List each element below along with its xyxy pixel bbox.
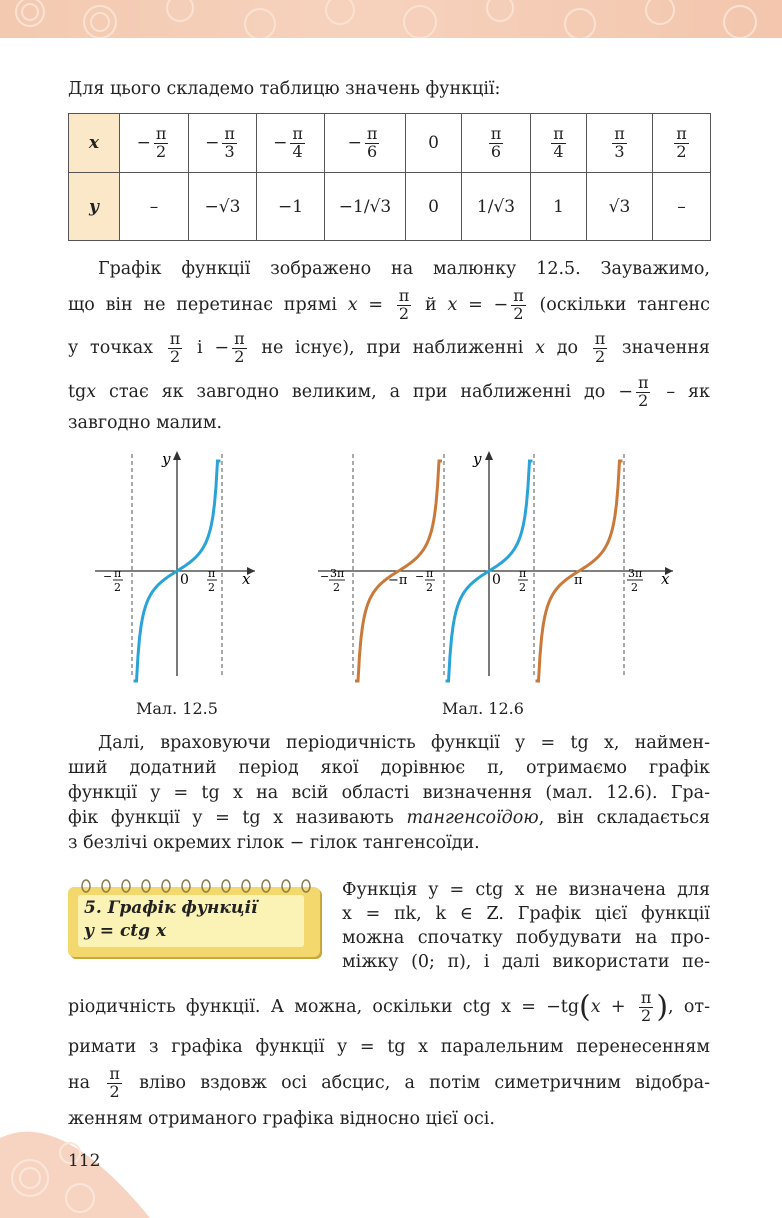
swirl-pattern-icon (0, 0, 782, 38)
para3-line1: Функція y = ctg x не визначена для (342, 880, 710, 900)
fig2-caption: Мал. 12.6 (442, 699, 524, 718)
table-row-x (69, 114, 711, 173)
para1-line2: що він не перетинає прямі x = $\frac{\pi}{2}$ й x = − $\frac{\pi}{2}$ (оскільки тангенс (68, 286, 710, 323)
origin-label: 0 (492, 572, 501, 588)
notebook-rings-icon (78, 878, 318, 894)
y-axis-label: y (473, 450, 482, 468)
para2-line2: ший додатний період якої дорівнює π, отримаємо графік (68, 758, 710, 778)
svg-text:2: 2 (426, 581, 433, 594)
svg-text:3π: 3π (330, 567, 345, 580)
figure-12-6 (318, 448, 678, 683)
table-cell: − $\frac{\pi}{2}$ (120, 114, 189, 173)
svg-text:2: 2 (631, 581, 638, 594)
table-cell: − $\frac{\pi}{6}$ (325, 114, 406, 173)
para3-line8: женням отриманого графіка відносно цієї осі. (68, 1109, 495, 1129)
figure-12-5 (95, 448, 265, 683)
table-cell: – (120, 173, 189, 241)
table-cell: $\frac{\pi}{3}$ (587, 114, 653, 173)
svg-text:−: − (103, 570, 113, 583)
table-header-x: x (69, 114, 120, 173)
table-cell: − $\frac{\pi}{3}$ (189, 114, 257, 173)
table-cell: 1/√3 (462, 173, 531, 241)
table-row-y (69, 173, 711, 241)
table-cell: $\frac{\pi}{2}$ (653, 114, 711, 173)
table-cell: – (653, 173, 711, 241)
origin-label: 0 (180, 572, 189, 588)
para3-line4: міжку (0; π), і далі використати пе- (342, 952, 710, 972)
table-header-y: y (69, 173, 120, 241)
x-axis-label: x (242, 570, 251, 588)
tick-neg-3pi-half (320, 567, 345, 594)
para1-line3: у точках $\frac{\pi}{2}$ і − $\frac{\pi}{2}$ не існує), при наближенні x до $\frac{\pi}{2}$ значення (68, 329, 710, 366)
svg-text:2: 2 (114, 581, 121, 594)
svg-text:π: π (114, 567, 122, 580)
para3-line6: римати з графіка функції y = tg x паралельним перенесенням (68, 1037, 710, 1057)
svg-text:π: π (426, 567, 434, 580)
values-table (68, 113, 711, 241)
table-cell: 0 (406, 173, 462, 241)
table-cell: − $\frac{\pi}{4}$ (257, 114, 325, 173)
svg-text:−: − (415, 570, 425, 583)
y-axis-arrow-icon (173, 451, 181, 460)
para1-line5: завгодно малим. (68, 413, 223, 433)
para2-line1: Далі, враховуючи періодичність функції y = tg x, наймен- (98, 733, 710, 753)
para2-line3: функції y = tg x на всій області визначення (мал. 12.6). Гра- (68, 783, 710, 803)
intro-text: Для цього складемо таблицю значень функції: (68, 79, 501, 99)
x-axis-label: x (661, 570, 670, 588)
svg-text:π: π (208, 567, 216, 580)
para1-line4: tgx стає як завгодно великим, а при наближенні до − $\frac{\pi}{2}$ – як (68, 373, 710, 410)
section-title: 5. Графік функції y = ctg x (84, 898, 258, 941)
para3-line5: ріодичність функції. А можна, оскільки ctg x = −tg(x + $\frac{\pi}{2}$ ), от- (68, 988, 710, 1025)
para3-line7: на $\frac{\pi}{2}$ вліво вздовж осі абсцис, а потім симетричним відобра- (68, 1064, 710, 1101)
tick-3pi-half (627, 567, 643, 594)
page-number: 112 (68, 1151, 101, 1171)
para1-line1: Графік функції зображено на малюнку 12.5. Зауважимо, (98, 259, 710, 279)
table-cell: $\frac{\pi}{6}$ (462, 114, 531, 173)
table-cell: −1 (257, 173, 325, 241)
table-cell: 0 (406, 114, 462, 173)
para3-line2: x = πk, k ∈ Z. Графік цієї функції (342, 904, 710, 924)
svg-text:2: 2 (208, 581, 215, 594)
svg-text:π: π (519, 567, 527, 580)
para3-line3: можна спочатку побудувати на про- (342, 928, 710, 948)
tick-neg-pi: −π (388, 573, 408, 588)
svg-text:−: − (320, 570, 330, 583)
svg-text:2: 2 (333, 581, 340, 594)
table-cell: 1 (531, 173, 587, 241)
decorative-header-band (0, 0, 782, 38)
table-cell: √3 (587, 173, 653, 241)
table-cell: −1/√3 (325, 173, 406, 241)
para2-line4: фік функції y = tg x називають тангенсоїдою, він складається (68, 808, 710, 828)
section-heading-box (68, 887, 320, 957)
fig1-caption: Мал. 12.5 (136, 699, 218, 718)
table-cell: $\frac{\pi}{4}$ (531, 114, 587, 173)
table-cell: −√3 (189, 173, 257, 241)
y-axis-label: y (162, 450, 171, 468)
tick-pi: π (574, 573, 583, 588)
svg-text:2: 2 (519, 581, 526, 594)
svg-text:3π: 3π (628, 567, 643, 580)
para2-line5: з безлічі окремих гілок − гілок тангенсоїди. (68, 833, 480, 853)
y-axis-arrow-icon (485, 451, 493, 460)
